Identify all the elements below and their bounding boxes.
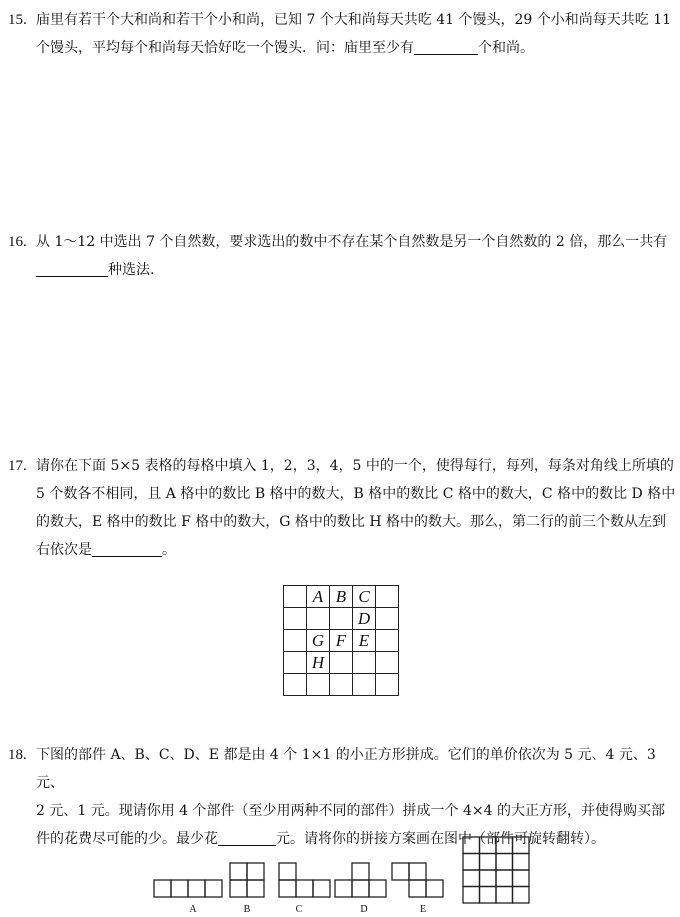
grid-cell[interactable] (376, 674, 399, 696)
text-segment: 。 (162, 542, 176, 558)
target-cell[interactable] (463, 887, 480, 904)
grid-cell[interactable]: E (353, 630, 376, 652)
question-text-line: 从 1～12 中选出 7 个自然数，要求选出的数中不存在某个自然数是另一个自然数的 2 倍，那么一共有 (36, 234, 668, 250)
target-cell[interactable] (480, 854, 497, 871)
grid-cell[interactable]: D (353, 608, 376, 630)
text-segment: 个馒头，平均每个和尚每天恰好吃一个馒头．问：庙里至少有 (36, 40, 414, 56)
piece-a (154, 880, 222, 897)
question-text-line: 请你在下面 5×5 表格的每格中填入 1，2，3，4，5 中的一个，使得每行，每列，每条对角线上所填的 (36, 458, 674, 474)
question-15 (8, 6, 676, 62)
target-cell[interactable] (480, 870, 497, 887)
question-text-line: 庙里有若干个大和尚和若干个小和尚，已知 7 个大和尚每天共吃 41 个馒头，29 个小和尚每天共吃 11 (36, 12, 672, 28)
question-text-line: 5 个数各不相同，且 A 格中的数比 B 格中的数大，B 格中的数比 C 格中的数大，C 格中的数比 D 格中 (36, 486, 676, 502)
grid-row (284, 674, 399, 696)
question-number: 15. (8, 12, 27, 28)
grid-cell[interactable] (353, 674, 376, 696)
grid-cell[interactable]: H (307, 652, 330, 674)
grid-row (284, 630, 399, 652)
grid-cell[interactable] (330, 608, 353, 630)
question-16 (8, 228, 676, 284)
grid-cell[interactable]: F (330, 630, 353, 652)
answer-blank[interactable] (92, 540, 162, 557)
grid-cell[interactable] (307, 674, 330, 696)
target-cell[interactable] (496, 870, 513, 887)
text-segment: 个和尚。 (478, 40, 534, 56)
grid-cell[interactable] (330, 652, 353, 674)
grid-cell[interactable] (376, 652, 399, 674)
piece-d (335, 863, 386, 897)
target-cell[interactable] (513, 887, 530, 904)
grid-cell[interactable] (284, 674, 307, 696)
answer-blank[interactable] (414, 38, 478, 55)
question-number: 18. (8, 747, 27, 763)
question-text-line (36, 256, 676, 284)
piece-label: D (360, 904, 368, 915)
piece-e (392, 863, 443, 897)
question-17 (8, 452, 676, 564)
question-text-line (36, 34, 676, 62)
grid-cell[interactable] (284, 630, 307, 652)
grid-cell[interactable]: B (330, 586, 353, 608)
text-segment: 种选法. (108, 262, 155, 278)
question-text-line: 2 元、1 元。现请你用 4 个部件（至少用两种不同的部件）拼成一个 4×4 的大正方形，并使得购买部 (36, 803, 665, 819)
answer-blank[interactable] (218, 829, 276, 846)
target-cell[interactable] (463, 870, 480, 887)
grid-cell[interactable] (307, 608, 330, 630)
piece-label: A (189, 904, 197, 915)
answer-blank[interactable] (36, 260, 108, 277)
piece-label: B (243, 904, 251, 915)
question-number: 17. (8, 458, 27, 474)
5x5-grid (283, 585, 399, 696)
question-text-line (36, 536, 676, 564)
grid-cell[interactable] (330, 674, 353, 696)
grid-cell[interactable] (284, 586, 307, 608)
question-number: 16. (8, 234, 27, 250)
piece-b (230, 863, 264, 897)
grid-row (284, 608, 399, 630)
question-18 (8, 741, 676, 853)
target-cell[interactable] (480, 887, 497, 904)
grid-cell[interactable] (376, 608, 399, 630)
target-cell[interactable] (463, 854, 480, 871)
question-text-line: 下图的部件 A、B、C、D、E 都是由 4 个 1×1 的小正方形拼成。它们的单价依次为 5 元、4 元、3 元、 (36, 747, 656, 791)
question-text-line (36, 825, 676, 853)
grid-cell[interactable]: C (353, 586, 376, 608)
text-segment: 元。请将你的拼接方案画在图中（部件可旋转翻转）。 (276, 831, 605, 847)
grid-cell[interactable] (376, 586, 399, 608)
target-cell[interactable] (513, 854, 530, 871)
target-cell[interactable] (513, 870, 530, 887)
grid-cell[interactable] (353, 652, 376, 674)
grid-cell[interactable] (284, 608, 307, 630)
target-cell[interactable] (496, 887, 513, 904)
target-cell[interactable] (496, 854, 513, 871)
text-segment: 件的花费尽可能的少。最少花 (36, 831, 218, 847)
piece-label: C (295, 904, 303, 915)
grid-row (284, 586, 399, 608)
grid-row (284, 652, 399, 674)
text-segment: 右依次是 (36, 542, 92, 558)
grid-cell[interactable] (376, 630, 399, 652)
question-text-line: 的数大，E 格中的数比 F 格中的数大，G 格中的数比 H 格中的数大。那么，第二行的前三个数从左到 (36, 514, 667, 530)
grid-cell[interactable] (284, 652, 307, 674)
grid-cell[interactable]: A (307, 586, 330, 608)
piece-c (279, 863, 330, 897)
piece-label: E (419, 904, 427, 915)
grid-cell[interactable]: G (307, 630, 330, 652)
